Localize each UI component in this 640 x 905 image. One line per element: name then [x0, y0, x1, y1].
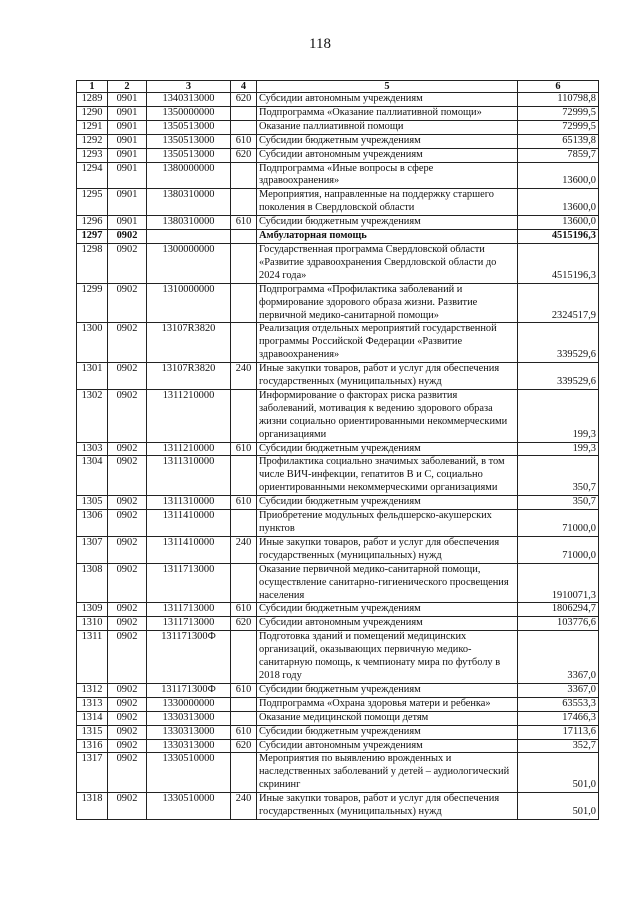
description-cell: Профилактика социально значимых заболеваний, в том числе ВИЧ-инфекции, гепатитов В и С, социально ориентированными некоммерческими организациями [257, 456, 518, 496]
target-article-cell: 1380310000 [147, 189, 231, 216]
section-code-cell: 0902 [108, 725, 147, 739]
table-row [77, 603, 599, 617]
table-row [77, 510, 599, 537]
section-code-cell: 0901 [108, 162, 147, 189]
amount-cell: 339529,6 [518, 363, 599, 390]
row-number-cell: 1308 [77, 563, 108, 603]
table-row [77, 283, 599, 323]
description-cell: Субсидии бюджетным учреждениям [257, 683, 518, 697]
description-cell: Субсидии автономным учреждениям [257, 93, 518, 107]
row-number-cell: 1318 [77, 793, 108, 820]
description-cell: Иные закупки товаров, работ и услуг для обеспечения государственных (муниципальных) нужд [257, 363, 518, 390]
amount-cell: 1910071,3 [518, 563, 599, 603]
expense-type-cell [231, 243, 257, 283]
table-row [77, 93, 599, 107]
target-article-cell: 1330313000 [147, 725, 231, 739]
expense-type-cell [231, 230, 257, 244]
expense-type-cell: 620 [231, 739, 257, 753]
table-row [77, 120, 599, 134]
column-header: 4 [231, 81, 257, 93]
section-code-cell: 0902 [108, 617, 147, 631]
section-code-cell: 0902 [108, 697, 147, 711]
expense-type-cell [231, 106, 257, 120]
amount-cell: 7859,7 [518, 148, 599, 162]
row-number-cell: 1315 [77, 725, 108, 739]
table-row [77, 739, 599, 753]
row-number-cell: 1296 [77, 216, 108, 230]
amount-cell: 72999,5 [518, 120, 599, 134]
amount-cell: 501,0 [518, 753, 599, 793]
target-article-cell: 1311410000 [147, 536, 231, 563]
expense-type-cell: 620 [231, 148, 257, 162]
table-row [77, 162, 599, 189]
target-article-cell: 1350513000 [147, 120, 231, 134]
amount-cell: 72999,5 [518, 106, 599, 120]
description-cell: Подпрограмма «Иные вопросы в сфере здравоохранения» [257, 162, 518, 189]
target-article-cell: 1330000000 [147, 697, 231, 711]
description-cell: Информирование о факторах риска развития заболеваний, мотивация к ведению здорового образа жизни социально ориентированными некоммерческими организациями [257, 389, 518, 442]
expense-type-cell: 620 [231, 93, 257, 107]
section-code-cell: 0902 [108, 739, 147, 753]
row-number-cell: 1310 [77, 617, 108, 631]
row-number-cell: 1312 [77, 683, 108, 697]
table-row [77, 617, 599, 631]
amount-cell: 199,3 [518, 442, 599, 456]
row-number-cell: 1294 [77, 162, 108, 189]
expense-type-cell: 610 [231, 603, 257, 617]
expense-type-cell [231, 189, 257, 216]
row-number-cell: 1309 [77, 603, 108, 617]
budget-table [76, 80, 599, 820]
section-code-cell: 0902 [108, 243, 147, 283]
target-article-cell: 1311410000 [147, 510, 231, 537]
section-code-cell: 0902 [108, 753, 147, 793]
row-number-cell: 1302 [77, 389, 108, 442]
row-number-cell: 1291 [77, 120, 108, 134]
section-code-cell: 0901 [108, 106, 147, 120]
section-code-cell: 0902 [108, 323, 147, 363]
amount-cell: 350,7 [518, 496, 599, 510]
row-number-cell: 1306 [77, 510, 108, 537]
table-row [77, 148, 599, 162]
row-number-cell: 1314 [77, 711, 108, 725]
description-cell: Мероприятия, направленные на поддержку старшего поколения в Свердловской области [257, 189, 518, 216]
amount-cell: 13600,0 [518, 216, 599, 230]
expense-type-cell: 240 [231, 793, 257, 820]
table-row [77, 536, 599, 563]
row-number-cell: 1304 [77, 456, 108, 496]
expense-type-cell [231, 456, 257, 496]
amount-cell: 1806294,7 [518, 603, 599, 617]
row-number-cell: 1307 [77, 536, 108, 563]
row-number-cell: 1289 [77, 93, 108, 107]
table-row [77, 725, 599, 739]
target-article-cell [147, 230, 231, 244]
description-cell: Субсидии автономным учреждениям [257, 617, 518, 631]
section-code-cell: 0902 [108, 230, 147, 244]
target-article-cell: 1311310000 [147, 496, 231, 510]
description-cell: Субсидии автономным учреждениям [257, 739, 518, 753]
expense-type-cell [231, 510, 257, 537]
amount-cell: 17466,3 [518, 711, 599, 725]
row-number-cell: 1316 [77, 739, 108, 753]
expense-type-cell: 610 [231, 496, 257, 510]
table-row [77, 106, 599, 120]
description-cell: Субсидии бюджетным учреждениям [257, 442, 518, 456]
section-code-cell: 0901 [108, 148, 147, 162]
description-cell: Субсидии бюджетным учреждениям [257, 603, 518, 617]
row-number-cell: 1313 [77, 697, 108, 711]
table-row [77, 216, 599, 230]
row-number-cell: 1305 [77, 496, 108, 510]
amount-cell: 13600,0 [518, 189, 599, 216]
amount-cell: 4515196,3 [518, 243, 599, 283]
amount-cell: 103776,6 [518, 617, 599, 631]
table-row [77, 793, 599, 820]
row-number-cell: 1317 [77, 753, 108, 793]
target-article-cell: 1311310000 [147, 456, 231, 496]
description-cell: Подпрограмма «Профилактика заболеваний и формирование здорового образа жизни. Развитие первичной медико-санитарной помощи» [257, 283, 518, 323]
section-code-cell: 0901 [108, 216, 147, 230]
section-code-cell: 0902 [108, 496, 147, 510]
row-number-cell: 1293 [77, 148, 108, 162]
target-article-cell: 1350513000 [147, 148, 231, 162]
description-cell: Государственная программа Свердловской области «Развитие здравоохранения Свердловской области до 2024 года» [257, 243, 518, 283]
description-cell: Субсидии бюджетным учреждениям [257, 725, 518, 739]
description-cell: Приобретение модульных фельдшерско-акушерских пунктов [257, 510, 518, 537]
target-article-cell: 131171300Ф [147, 683, 231, 697]
description-cell: Субсидии бюджетным учреждениям [257, 496, 518, 510]
amount-cell: 350,7 [518, 456, 599, 496]
table-row [77, 134, 599, 148]
table-row [77, 456, 599, 496]
table-row [77, 753, 599, 793]
table-row [77, 442, 599, 456]
row-number-cell: 1301 [77, 363, 108, 390]
column-header: 6 [518, 81, 599, 93]
description-cell: Реализация отдельных мероприятий государственной программы Российской Федерации «Развитие здравоохранения» [257, 323, 518, 363]
amount-cell: 110798,8 [518, 93, 599, 107]
table-header-row [77, 81, 599, 93]
amount-cell: 13600,0 [518, 162, 599, 189]
description-cell: Амбулаторная помощь [257, 230, 518, 244]
section-code-cell: 0902 [108, 456, 147, 496]
expense-type-cell: 610 [231, 725, 257, 739]
row-number-cell: 1300 [77, 323, 108, 363]
section-code-cell: 0901 [108, 189, 147, 216]
description-cell: Субсидии бюджетным учреждениям [257, 216, 518, 230]
expense-type-cell [231, 563, 257, 603]
section-code-cell: 0902 [108, 389, 147, 442]
target-article-cell: 13107R3820 [147, 323, 231, 363]
row-number-cell: 1303 [77, 442, 108, 456]
description-cell: Подпрограмма «Оказание паллиативной помощи» [257, 106, 518, 120]
expense-type-cell [231, 283, 257, 323]
target-article-cell: 1310000000 [147, 283, 231, 323]
section-code-cell: 0902 [108, 631, 147, 684]
column-header: 1 [77, 81, 108, 93]
description-cell: Подпрограмма «Охрана здоровья матери и ребенка» [257, 697, 518, 711]
table-row [77, 683, 599, 697]
table-row [77, 389, 599, 442]
row-number-cell: 1292 [77, 134, 108, 148]
column-header: 5 [257, 81, 518, 93]
target-article-cell: 1380000000 [147, 162, 231, 189]
target-article-cell: 1311713000 [147, 617, 231, 631]
table-row [77, 496, 599, 510]
row-number-cell: 1297 [77, 230, 108, 244]
amount-cell: 71000,0 [518, 510, 599, 537]
target-article-cell: 1311210000 [147, 389, 231, 442]
section-code-cell: 0902 [108, 536, 147, 563]
table-row [77, 697, 599, 711]
expense-type-cell [231, 711, 257, 725]
section-code-cell: 0902 [108, 442, 147, 456]
target-article-cell: 1330510000 [147, 753, 231, 793]
target-article-cell: 1311713000 [147, 603, 231, 617]
table-row [77, 243, 599, 283]
target-article-cell: 1380310000 [147, 216, 231, 230]
amount-cell: 2324517,9 [518, 283, 599, 323]
target-article-cell: 13107R3820 [147, 363, 231, 390]
expense-type-cell [231, 697, 257, 711]
target-article-cell: 1330313000 [147, 711, 231, 725]
amount-cell: 3367,0 [518, 631, 599, 684]
expense-type-cell [231, 631, 257, 684]
row-number-cell: 1295 [77, 189, 108, 216]
amount-cell: 17113,6 [518, 725, 599, 739]
description-cell: Иные закупки товаров, работ и услуг для обеспечения государственных (муниципальных) нужд [257, 793, 518, 820]
row-number-cell: 1299 [77, 283, 108, 323]
target-article-cell: 1330313000 [147, 739, 231, 753]
expense-type-cell: 610 [231, 683, 257, 697]
table-row [77, 189, 599, 216]
table-row [77, 563, 599, 603]
expense-type-cell: 610 [231, 216, 257, 230]
target-article-cell: 1311713000 [147, 563, 231, 603]
table-row [77, 363, 599, 390]
description-cell: Оказание первичной медико-санитарной помощи, осуществление санитарно-гигиенического просвещения населения [257, 563, 518, 603]
table-row [77, 230, 599, 244]
description-cell: Подготовка зданий и помещений медицинских организаций, оказывающих первичную медико-санитарную помощь, к чемпионату мира по футболу в 2018 году [257, 631, 518, 684]
section-code-cell: 0902 [108, 683, 147, 697]
row-number-cell: 1298 [77, 243, 108, 283]
amount-cell: 71000,0 [518, 536, 599, 563]
expense-type-cell: 240 [231, 536, 257, 563]
column-header: 3 [147, 81, 231, 93]
description-cell: Мероприятия по выявлению врожденных и наследственных заболеваний у детей – аудиологический скрининг [257, 753, 518, 793]
amount-cell: 63553,3 [518, 697, 599, 711]
row-number-cell: 1311 [77, 631, 108, 684]
target-article-cell: 1311210000 [147, 442, 231, 456]
column-header: 2 [108, 81, 147, 93]
target-article-cell: 1340313000 [147, 93, 231, 107]
section-code-cell: 0902 [108, 510, 147, 537]
amount-cell: 199,3 [518, 389, 599, 442]
table-row [77, 323, 599, 363]
amount-cell: 501,0 [518, 793, 599, 820]
description-cell: Субсидии автономным учреждениям [257, 148, 518, 162]
expense-type-cell [231, 162, 257, 189]
target-article-cell: 1300000000 [147, 243, 231, 283]
target-article-cell: 1330510000 [147, 793, 231, 820]
description-cell: Оказание паллиативной помощи [257, 120, 518, 134]
expense-type-cell [231, 389, 257, 442]
table-body [77, 93, 599, 820]
section-code-cell: 0902 [108, 793, 147, 820]
row-number-cell: 1290 [77, 106, 108, 120]
section-code-cell: 0902 [108, 283, 147, 323]
target-article-cell: 1350000000 [147, 106, 231, 120]
section-code-cell: 0902 [108, 363, 147, 390]
expense-type-cell [231, 753, 257, 793]
amount-cell: 3367,0 [518, 683, 599, 697]
target-article-cell: 1350513000 [147, 134, 231, 148]
expense-type-cell: 240 [231, 363, 257, 390]
expense-type-cell: 610 [231, 442, 257, 456]
description-cell: Субсидии бюджетным учреждениям [257, 134, 518, 148]
description-cell: Оказание медицинской помощи детям [257, 711, 518, 725]
table-row [77, 631, 599, 684]
section-code-cell: 0901 [108, 134, 147, 148]
amount-cell: 352,7 [518, 739, 599, 753]
expense-type-cell: 620 [231, 617, 257, 631]
target-article-cell: 131171300Ф [147, 631, 231, 684]
section-code-cell: 0901 [108, 93, 147, 107]
amount-cell: 65139,8 [518, 134, 599, 148]
expense-type-cell [231, 120, 257, 134]
amount-cell: 339529,6 [518, 323, 599, 363]
section-code-cell: 0902 [108, 603, 147, 617]
amount-cell: 4515196,3 [518, 230, 599, 244]
section-code-cell: 0902 [108, 563, 147, 603]
table-row [77, 711, 599, 725]
section-code-cell: 0901 [108, 120, 147, 134]
section-code-cell: 0902 [108, 711, 147, 725]
page-number: 118 [309, 36, 331, 52]
expense-type-cell [231, 323, 257, 363]
description-cell: Иные закупки товаров, работ и услуг для обеспечения государственных (муниципальных) нужд [257, 536, 518, 563]
expense-type-cell: 610 [231, 134, 257, 148]
